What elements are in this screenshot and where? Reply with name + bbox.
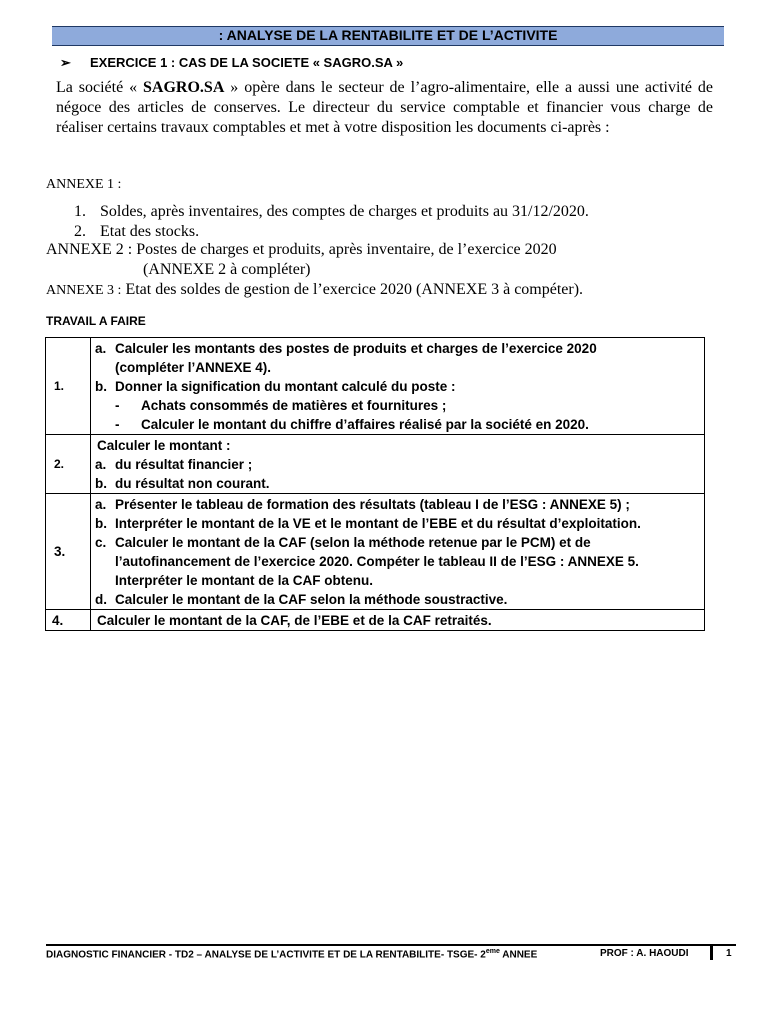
task-line — [95, 455, 700, 474]
annexe2-note: (ANNEXE 2 à compléter) — [143, 261, 311, 278]
annexe2-block — [46, 240, 557, 280]
task-letter: a. — [95, 497, 107, 512]
page-number: 1 — [726, 948, 732, 959]
company-name: SAGRO.SA — [143, 79, 225, 96]
table-row — [46, 494, 705, 610]
dash-bullet: - — [115, 417, 120, 432]
task-letter: a. — [95, 457, 107, 472]
item-text: Etat des stocks. — [100, 223, 200, 240]
task-text: (compléter l’ANNEXE 4). — [115, 360, 272, 375]
table-row — [46, 610, 705, 631]
task-line — [95, 474, 700, 493]
exercise-title-text: EXERCICE 1 : CAS DE LA SOCIETE « SAGRO.SA » — [90, 55, 404, 70]
task-line — [95, 514, 700, 533]
annexe3-text: Etat des soldes de gestion de l’exercice 2020 (ANNEXE 3 à compéter). — [121, 281, 584, 298]
annexe1-label: ANNEXE 1 : — [46, 177, 122, 192]
task-text: Donner la signification du montant calculé du poste : — [115, 379, 456, 394]
footer-course-info — [46, 948, 537, 960]
task-subline — [95, 415, 700, 434]
footer-superscript: eme — [485, 948, 500, 955]
exercise-title — [60, 55, 403, 71]
dash-bullet: - — [115, 398, 120, 413]
task-number: 4. — [46, 610, 91, 631]
task-letter: a. — [95, 341, 107, 356]
table-row — [46, 338, 705, 435]
footer-course-text: DIAGNOSTIC FINANCIER - TD2 – ANALYSE DE L’ACTIVITE ET DE LA RENTABILITE- TSGE- 2 — [46, 949, 486, 961]
task-letter: b. — [95, 476, 107, 491]
tasks-table — [45, 337, 705, 631]
task-line — [95, 339, 700, 358]
table-row — [46, 435, 705, 494]
task-text: Calculer le montant de la CAF (selon la méthode retenue par le PCM) et de — [115, 535, 591, 550]
travail-a-faire-heading: TRAVAIL A FAIRE — [46, 314, 146, 328]
intro-text-before: La société « — [56, 79, 144, 96]
task-text: Calculer les montants des postes de produits et charges de l’exercice 2020 — [115, 341, 597, 356]
task-number: 3. — [46, 494, 91, 610]
document-title-banner: : ANALYSE DE LA RENTABILITE ET DE L’ACTIVITE — [52, 26, 724, 46]
footer-course-end: ANNEE — [499, 949, 538, 961]
intro-paragraph — [56, 78, 713, 138]
task-number: 1. — [46, 338, 91, 435]
annexe3-block — [46, 280, 583, 301]
task-line — [95, 377, 700, 396]
intro-text-after: » opère dans le secteur de l’agro-alimentaire, elle a aussi une activité de négoce des articles de conserves. Le directeur du service comptable et financier vous charge de réaliser certains travaux comptables et met à votre disposition les documents ci-après : — [56, 79, 713, 136]
task-text: Calculer le montant du chiffre d’affaires réalisé par la société en 2020. — [141, 417, 589, 432]
task-number: 2. — [46, 435, 91, 494]
task-text: Interpréter le montant de la VE et le montant de l’EBE et du résultat d’exploitation. — [115, 516, 641, 531]
task-line — [95, 495, 700, 514]
task-text: du résultat financier ; — [115, 457, 253, 472]
annexe1-item — [74, 202, 589, 222]
annexe1-list — [74, 202, 589, 242]
footer-separator — [710, 944, 713, 960]
annexe3-label: ANNEXE 3 : — [46, 283, 122, 298]
task-text: Calculer le montant de la CAF, de l’EBE et de la CAF retraités. — [97, 613, 492, 628]
task-line — [95, 533, 700, 552]
task-text: Présenter le tableau de formation des résultats (tableau I de l’ESG : ANNEXE 5) ; — [115, 497, 630, 512]
task-letter: c. — [95, 535, 107, 550]
annexe2-line: ANNEXE 2 : Postes de charges et produits, après inventaire, de l’exercice 2020 — [46, 241, 557, 258]
task-content — [91, 610, 705, 631]
footer-professor: PROF : A. HAOUDI — [600, 948, 689, 959]
task-content — [91, 338, 705, 435]
item-text: Soldes, après inventaires, des comptes de charges et produits au 31/12/2020. — [100, 203, 589, 220]
task-text: Achats consommés de matières et fournitures ; — [141, 398, 447, 413]
task-text: du résultat non courant. — [115, 476, 270, 491]
item-number: 2. — [74, 223, 86, 240]
task-letter: b. — [95, 516, 107, 531]
arrow-bullet-icon: ➢ — [60, 55, 71, 70]
task-letter: d. — [95, 592, 107, 607]
footer-divider — [46, 944, 736, 946]
task-letter: b. — [95, 379, 107, 394]
task-text: Interpréter le montant de la CAF obtenu. — [115, 573, 374, 588]
task-subline — [95, 396, 700, 415]
task-line — [95, 590, 700, 609]
item-number: 1. — [74, 203, 86, 220]
annexe1-item — [74, 222, 589, 242]
task-text: Calculer le montant de la CAF selon la méthode soustractive. — [115, 592, 508, 607]
task-text: Calculer le montant : — [97, 438, 231, 453]
task-text: l’autofinancement de l’exercice 2020. Compéter le tableau II de l’ESG : ANNEXE 5. — [115, 554, 639, 569]
task-content — [91, 435, 705, 494]
task-content — [91, 494, 705, 610]
